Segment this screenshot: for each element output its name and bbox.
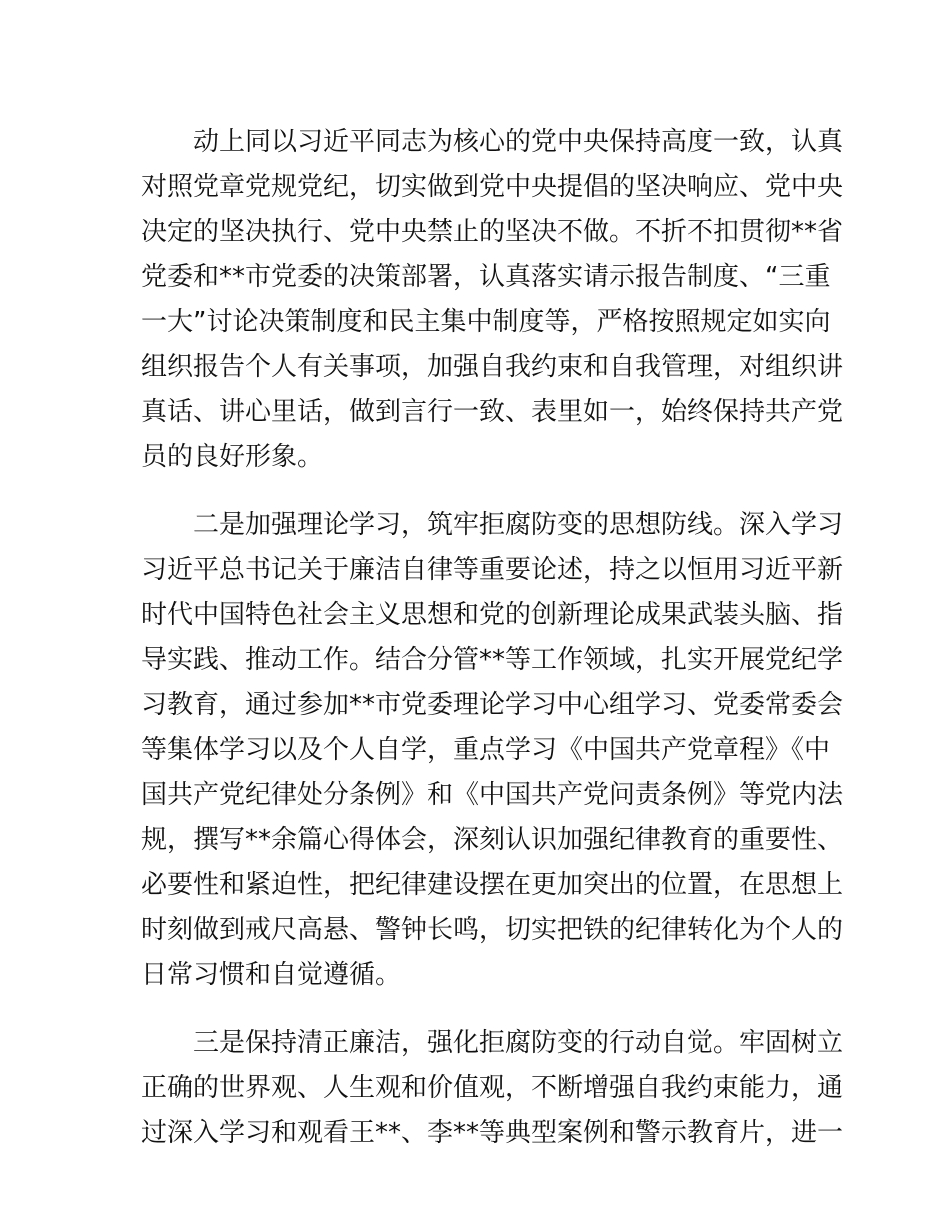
- paragraph-line: 国共产党纪律处分条例》和《中国共产党问责条例》等党内法: [141, 780, 844, 810]
- paragraph-line: 决定的坚决执行、党中央禁止的坚决不做。不折不扣贯彻**省: [141, 217, 844, 247]
- paragraph-line: 过深入学习和观看王**、李**等典型案例和警示教育片，进一: [141, 1118, 844, 1148]
- paragraph-3: [141, 1021, 844, 1156]
- paragraph-line: 动上同以习近平同志为核心的党中央保持高度一致，认真: [193, 127, 844, 157]
- document-body: [141, 120, 844, 1156]
- paragraph-line: 三是保持清正廉洁，强化拒腐防变的行动自觉。牢固树立: [193, 1028, 844, 1058]
- paragraph-line: 一大”讨论决策制度和民主集中制度等，严格按照规定如实向: [141, 307, 831, 337]
- paragraph-line: 正确的世界观、人生观和价值观，不断增强自我约束能力，通: [141, 1073, 844, 1103]
- paragraph-line: 员的良好形象。: [141, 442, 324, 472]
- paragraph-line: 党委和**市党委的决策部署，认真落实请示报告制度、“三重: [141, 262, 831, 292]
- paragraph-line: 真话、讲心里话，做到言行一致、表里如一，始终保持共产党: [141, 397, 844, 427]
- paragraph-line: 日常习惯和自觉遵循。: [141, 960, 402, 990]
- paragraph-line: 时代中国特色社会主义思想和党的创新理论成果武装头脑、指: [141, 600, 844, 630]
- paragraph-line: 二是加强理论学习，筑牢拒腐防变的思想防线。深入学习: [193, 510, 844, 540]
- paragraph-line: 等集体学习以及个人自学，重点学习《中国共产党章程》《中: [141, 735, 831, 765]
- paragraph-line: 规，撰写**余篇心得体会，深刻认识加强纪律教育的重要性、: [141, 825, 844, 855]
- paragraph-1: [141, 120, 844, 480]
- paragraph-2: [141, 503, 844, 998]
- paragraph-line: 必要性和紧迫性，把纪律建设摆在更加突出的位置，在思想上: [141, 870, 844, 900]
- paragraph-line: 组织报告个人有关事项，加强自我约束和自我管理，对组织讲: [141, 352, 844, 382]
- paragraph-line: 导实践、推动工作。结合分管**等工作领域，扎实开展党纪学: [141, 645, 844, 675]
- paragraph-line: 习教育，通过参加**市党委理论学习中心组学习、党委常委会: [141, 690, 844, 720]
- paragraph-line: 习近平总书记关于廉洁自律等重要论述，持之以恒用习近平新: [141, 555, 844, 585]
- paragraph-line: 时刻做到戒尺高悬、警钟长鸣，切实把铁的纪律转化为个人的: [141, 915, 844, 945]
- paragraph-line: 对照党章党规党纪，切实做到党中央提倡的坚决响应、党中央: [141, 172, 844, 202]
